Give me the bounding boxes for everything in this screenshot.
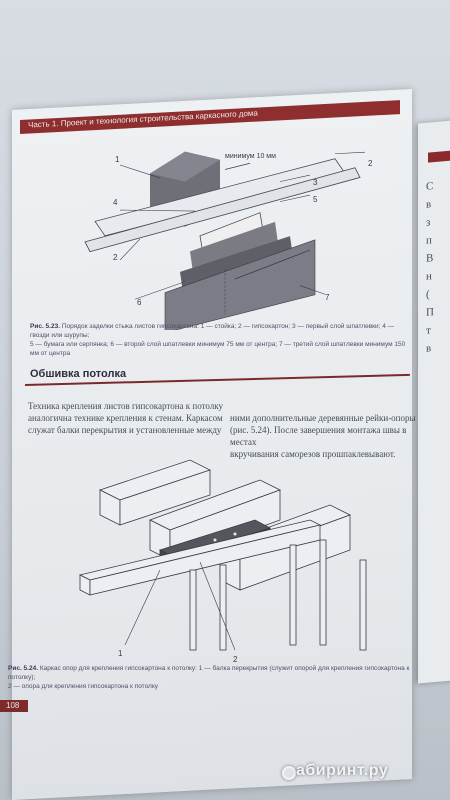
page-number: 108 [6, 701, 20, 710]
figure-5-24-caption [8, 664, 428, 691]
caption-text-5-24-line1: Каркас опор для крепления гипсокартона к потолку: 1 — балка перекрытия (служит опорой для крепления гипсокартона к потолку); [8, 665, 410, 681]
facing-page-header-tab [428, 149, 450, 162]
caption-label-5-23: Рис. 5.23. [30, 323, 61, 330]
body-text-right: ними дополнительные деревянные рейки-опоры (рис. 5.24). После завершения монтажа швы в местах вкручивания саморезов прошпаклевывают. [230, 413, 416, 459]
callout-5: 5 [313, 195, 318, 204]
watermark-logo-icon [282, 766, 296, 780]
caption-text-5-23-line2: 5 — бумага или серпянка; 6 — второй слой шпатлевки минимум 75 мм от центра; 7 — третий слой шпатлевки минимум 150 мм от центра [30, 341, 406, 357]
callout-beam-1: 1 [118, 649, 123, 658]
callout-1: 1 [115, 155, 120, 164]
caption-text-5-23-line1: Порядок заделки стыка листов гипсокартона: 1 — стойка; 2 — гипсокартон; 3 — первый слой шпатлевки; 4 — гвозди или шурупы; [30, 323, 395, 339]
callout-2-top: 2 [368, 159, 373, 168]
watermark: абиринт.ру [296, 762, 389, 779]
facing-page [418, 117, 450, 684]
callout-3: 3 [313, 178, 318, 187]
min-10mm-label: минимум 10 мм [225, 153, 276, 160]
running-title: Часть 1. Проект и технология строительства каркасного дома [28, 108, 258, 130]
figure-ceiling-frame [70, 450, 410, 665]
callout-2-left: 2 [113, 253, 118, 262]
page-number-badge [0, 700, 28, 712]
callout-4: 4 [113, 198, 118, 207]
callout-7: 7 [325, 293, 330, 302]
body-text-left: Техника крепления листов гипсокартона к потолку аналогична технике крепления к стенам. Каркасом служат балки перекрытия и установленные между [28, 401, 224, 435]
caption-text-5-24-line2: 2 — опора для крепления гипсокартона к потолку [8, 683, 159, 690]
caption-label-5-24: Рис. 5.24. [8, 665, 39, 672]
callout-support-2: 2 [233, 655, 238, 664]
section-title: Обшивка потолка [30, 368, 127, 380]
figure-joint-diagram [25, 140, 405, 330]
figure-5-23-caption [30, 322, 410, 358]
callout-6: 6 [137, 298, 142, 307]
facing-page-text: С в з п В н ( П т в [426, 180, 434, 355]
